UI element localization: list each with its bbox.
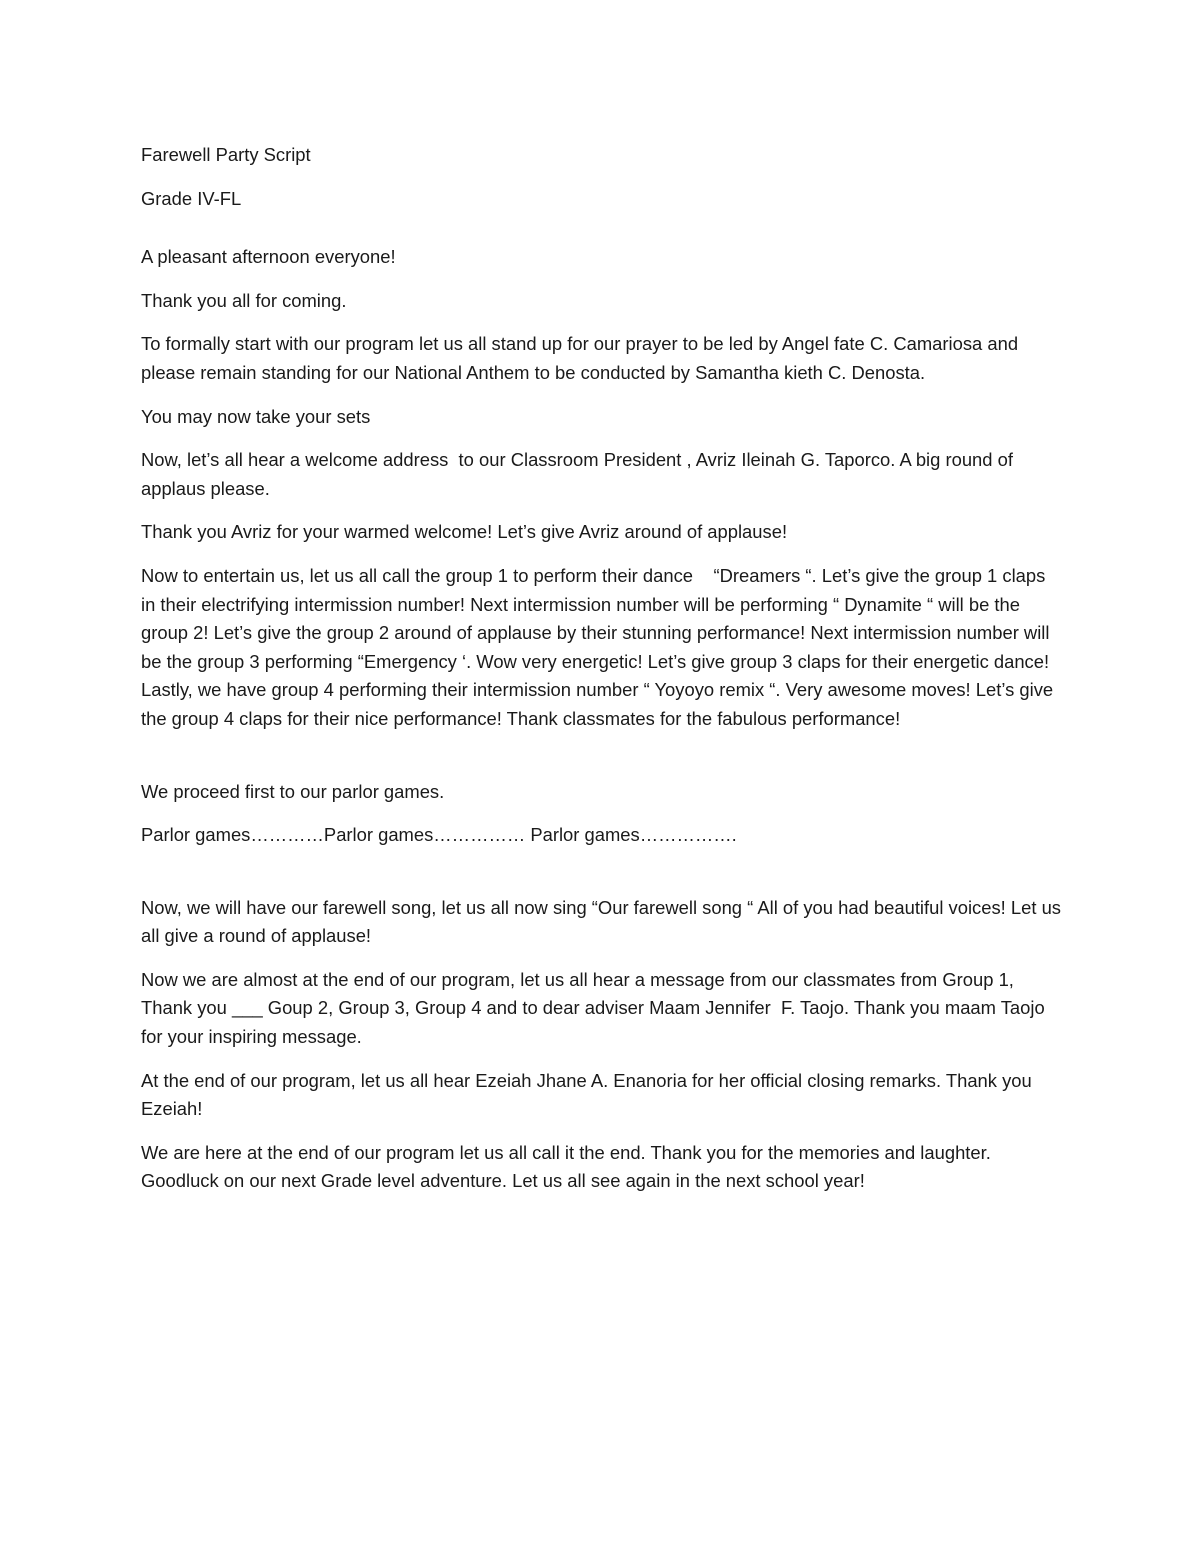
paragraph-parlor-intro: We proceed first to our parlor games. [141, 780, 445, 802]
document-subtitle: Grade IV-FL [141, 187, 242, 209]
paragraph-welcome-address: Now, let’s all hear a welcome address to our Classroom President , Avriz Ileinah G. Taporco. A big round of applaus please. [141, 449, 1019, 499]
paragraph-thanks: Thank you all for coming. [141, 289, 347, 311]
paragraph-farewell-song: Now, we will have our farewell song, let us all now sing “Our farewell song “ All of you had beautiful voices! Let us all give a round of applause! [141, 896, 1067, 947]
paragraph-greeting: A pleasant afternoon everyone! [141, 246, 396, 268]
document-body [141, 141, 1067, 1211]
paragraph-take-seats: You may now take your sets [141, 405, 371, 427]
paragraph-parlor-games: Parlor games…………Parlor games…………… Parlor games……………. [141, 824, 737, 846]
paragraph-thank-avriz: Thank you Avriz for your warmed welcome! Let’s give Avriz around of applause! [141, 521, 788, 543]
paragraph-prayer-anthem: To formally start with our program let us all stand up for our prayer to be led by Angel fate C. Camariosa and please remain standing for our National Anthem to be conducted by Samantha kieth C. Denosta. [141, 333, 1024, 383]
paragraph-messages: Now we are almost at the end of our program, let us all hear a message from our classmates from Group 1, Thank you ___ Goup 2, Group 3, Group 4 and to dear adviser Maam Jennifer F. Taojo. Thank you maam Taojo for your inspiring message. [141, 968, 1050, 1048]
paragraph-ending: We are here at the end of our program let us all call it the end. Thank you for the memories and laughter. Goodluck on our next Grade level adventure. Let us all see again in the next school year! [141, 1141, 996, 1192]
document-title: Farewell Party Script [141, 144, 311, 165]
paragraph-closing-remarks: At the end of our program, let us all hear Ezeiah Jhane A. Enanoria for her official closing remarks. Thank you Ezeiah! [141, 1069, 1037, 1120]
paragraph-intermission: Now to entertain us, let us all call the group 1 to perform their dance “Dreamers “. Let’s give the group 1 claps in their electrifying intermission number! Next intermission number will be performing “ Dynamite “ will be the group 2! Let’s give the group 2 around of applause by their stunning performance! Next intermission number will be the group 3 performing “Emergency ‘. Wow very energetic! Let’s give group 3 claps for their energetic dance! Lastly, we have group 4 performing their intermission number “ Yoyoyo remix “. Very awesome moves! Let’s give the group 4 claps for their nice performance! Thank classmates for the fabulous performance! [141, 564, 1059, 729]
